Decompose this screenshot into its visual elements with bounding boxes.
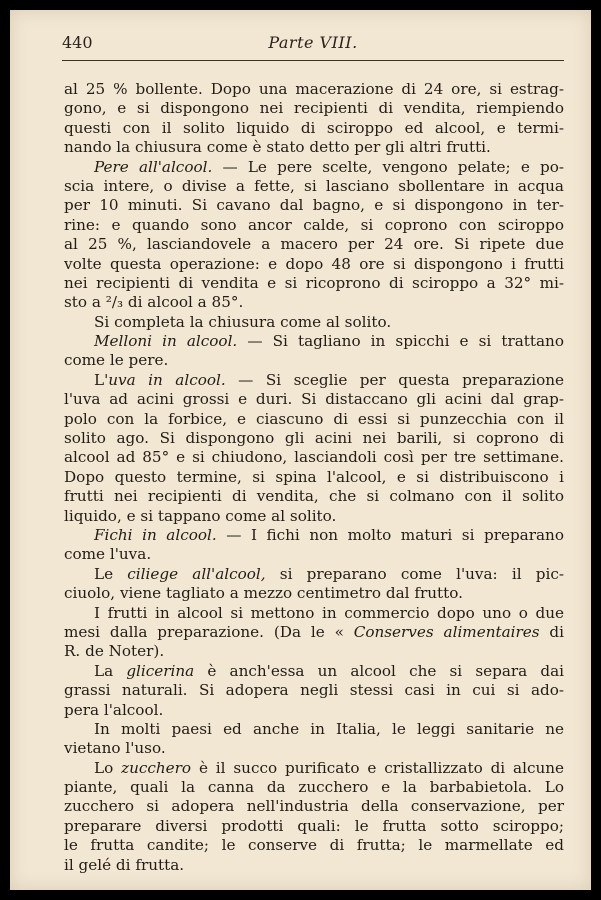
text-line-content: al 25 %, lasciandovele a macero per 24 ore. Si ripete due	[64, 235, 564, 254]
text-line-content: In molti paesi ed anche in Italia, le leggi sanitarie ne	[94, 719, 564, 738]
text-line-content: ciuolo, viene tagliato a mezzo centimetro dal frutto.	[64, 584, 463, 603]
text-line	[64, 313, 564, 332]
text-line-content: questi con il solito liquido di sciroppo ed alcool, e termi-	[64, 118, 564, 137]
body-text	[64, 80, 564, 875]
text-line	[64, 429, 564, 448]
text-line	[64, 177, 564, 196]
text-line-content: nei recipienti di vendita e si ricoprono di sciroppo a 32° mi-	[64, 273, 564, 292]
text-line	[64, 216, 564, 235]
text-line	[64, 80, 564, 99]
text-line-content: è anch'essa un alcool che si separa dai	[194, 661, 564, 680]
text-line-content: si preparano come l'uva: il pic-	[265, 564, 564, 583]
text-line-content: — Le pere scelte, vengono pelate; e po-	[212, 157, 564, 176]
text-line-content: vietano l'uso.	[64, 739, 166, 758]
text-line	[64, 138, 564, 157]
text-line-content: liquido, e si tappano come al solito.	[64, 506, 337, 525]
text-line-content: R. de Noter).	[64, 642, 165, 661]
text-line-content: alcool ad 85° e si chiudono, lasciandoli così per tre settimane.	[64, 448, 564, 467]
text-line-content: gono, e si dispongono nei recipienti di vendita, riempiendo	[64, 99, 564, 118]
text-line-content: grassi naturali. Si adopera negli stessi casi in cui si ado-	[64, 681, 564, 700]
text-line-content: piante, quali la canna da zucchero e la barbabietola. Lo	[64, 778, 564, 797]
text-line-content: il gelé di frutta.	[64, 855, 185, 874]
text-line	[64, 642, 564, 661]
text-line-prefix: Lo	[94, 758, 122, 777]
text-line	[64, 739, 564, 758]
book-page	[10, 10, 591, 890]
text-line-content: Si completa la chiusura come al solito.	[94, 312, 392, 331]
text-line	[64, 468, 564, 487]
text-line	[64, 797, 564, 816]
italic-term: zucchero	[121, 758, 192, 777]
text-line-prefix: Le	[94, 564, 128, 583]
text-line	[64, 856, 564, 875]
text-line	[64, 584, 564, 603]
text-line-content: è il succo purificato e cristallizzato di alcune	[191, 758, 564, 777]
text-line-content: volte questa operazione: e dopo 48 ore si dispongono i frutti	[64, 254, 564, 273]
text-line-content: — I fichi non molto maturi si preparano	[216, 525, 564, 544]
text-line	[64, 681, 564, 700]
text-line-content: Dopo questo termine, si spina l'alcool, e si distribuiscono i	[64, 467, 564, 486]
text-line-content: come l'uva.	[64, 545, 152, 564]
text-line	[64, 701, 564, 720]
text-line-content: rine: e quando sono ancor calde, si coprono con sciroppo	[64, 215, 564, 234]
text-line-prefix: mesi dalla preparazione. (Da le «	[64, 622, 354, 641]
text-line	[64, 836, 564, 855]
text-line	[64, 778, 564, 797]
text-line	[64, 332, 564, 351]
text-line-content: scia intere, o divise a fette, si lasciano sbollentare in acqua	[64, 176, 564, 195]
text-line-prefix: L'	[94, 370, 109, 389]
italic-term: uva in alcool.	[108, 370, 226, 389]
running-head: Parte VIII.	[268, 33, 358, 52]
text-line	[64, 235, 564, 254]
text-line-content: al 25 % bollente. Dopo una macerazione di 24 ore, si estrag-	[64, 80, 564, 98]
text-line	[64, 158, 564, 177]
text-line-content: pera l'alcool.	[64, 700, 164, 719]
page-number: 440	[62, 33, 93, 52]
text-line	[64, 390, 564, 409]
text-line	[64, 274, 564, 293]
text-line	[64, 371, 564, 390]
text-line-content: polo con la forbice, e ciascuno di essi si punzecchia con il	[64, 409, 564, 428]
text-line-content: solito ago. Si dispongono gli acini nei barili, si coprono di	[64, 429, 564, 448]
text-line	[64, 255, 564, 274]
text-line-content: nando la chiusura come è stato detto per gli altri frutti.	[64, 138, 491, 157]
italic-term: Conserves alimentaires	[353, 622, 540, 641]
text-line-content: — Si tagliano in spicchi e si trattano	[237, 332, 564, 351]
text-line-content: zucchero si adopera nell'industria della conservazione, per	[64, 797, 564, 816]
page-header	[62, 32, 564, 61]
text-line-content: l'uva ad acini grossi e duri. Si distaccano gli acini dal grap-	[64, 390, 564, 409]
text-line	[64, 526, 564, 545]
text-line-content: I frutti in alcool si mettono in commercio dopo uno o due	[94, 603, 564, 622]
text-line-content: — Si sceglie per questa preparazione	[225, 370, 564, 389]
text-line-content: preparare diversi prodotti quali: le frutta sotto sciroppo;	[64, 816, 564, 835]
italic-term: glicerina	[126, 661, 195, 680]
text-line-content: le frutta candite; le conserve di frutta; le marmellate ed	[64, 836, 564, 855]
text-line-content: come le pere.	[64, 351, 169, 370]
text-line	[64, 196, 564, 215]
italic-term: Fichi in alcool.	[94, 525, 217, 544]
text-line-content: frutti nei recipienti di vendita, che si colmano con il solito	[64, 487, 564, 506]
italic-term: ciliege all'alcool,	[127, 564, 266, 583]
text-line	[64, 662, 564, 681]
text-line	[64, 293, 564, 312]
text-line	[64, 487, 564, 506]
text-line	[64, 817, 564, 836]
text-line-content: sto a ²/₃ di alcool a 85°.	[64, 293, 244, 312]
text-line	[64, 119, 564, 138]
text-line	[64, 507, 564, 526]
italic-term: Melloni in alcool.	[94, 332, 238, 351]
text-line	[64, 623, 564, 642]
text-line	[64, 448, 564, 467]
text-line	[64, 99, 564, 118]
text-line-content: per 10 minuti. Si cavano dal bagno, e si dispongono in ter-	[64, 196, 564, 215]
text-line	[64, 565, 564, 584]
text-line	[64, 759, 564, 778]
text-line	[64, 545, 564, 564]
text-line-content: di	[539, 622, 564, 641]
italic-term: Pere all'alcool.	[94, 157, 213, 176]
text-line	[64, 351, 564, 370]
text-line	[64, 604, 564, 623]
text-line-prefix: La	[94, 661, 127, 680]
text-line	[64, 720, 564, 739]
text-line	[64, 410, 564, 429]
